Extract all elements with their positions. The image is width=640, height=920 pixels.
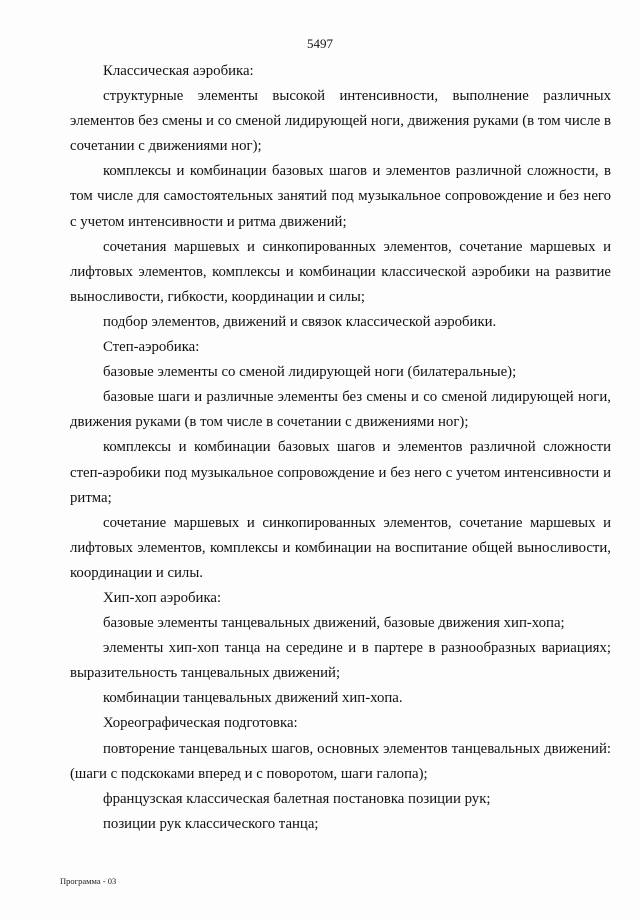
section-heading-choreography: Хореографическая подготовка: [103, 715, 298, 732]
document-body [70, 59, 611, 837]
section-heading-classic-aerobics: Классическая аэробика: [103, 63, 254, 79]
paragraph: повторение танцевальных шагов, основных элементов танцевальных движений: (шаги с подскоками вперед и с поворотом, шаги галопа); [70, 740, 611, 782]
paragraph: базовые шаги и различные элементы без смены и со сменой лидирующей ноги, движения руками (в том числе в сочетании с движениями ног); [70, 389, 611, 431]
paragraph: структурные элементы высокой интенсивности, выполнение различных элементов без смены и со сменой лидирующей ноги, движения руками (в том числе в сочетании с движениями ног); [70, 88, 611, 155]
page-footer: Программа - 03 [60, 876, 117, 886]
paragraph: подбор элементов, движений и связок классической аэробики. [103, 313, 497, 330]
paragraph: комплексы и комбинации базовых шагов и элементов различной сложности степ-аэробики под музыкальное сопровождение и без него с учетом интенсивности и ритма; [70, 439, 611, 506]
paragraph: элементы хип-хоп танца на середине и в партере в разнообразных вариациях; выразительность танцевальных движений; [70, 640, 611, 682]
paragraph: французская классическая балетная постановка позиции рук; [103, 790, 491, 807]
section-heading-hip-hop-aerobics: Хип-хоп аэробика: [103, 589, 222, 606]
paragraph: базовые элементы со сменой лидирующей ноги (билатеральные); [103, 364, 517, 381]
section-heading-step-aerobics: Степ-аэробика: [103, 339, 200, 356]
paragraph: комбинации танцевальных движений хип-хопа. [103, 690, 403, 707]
paragraph: базовые элементы танцевальных движений, базовые движения хип-хопа; [103, 615, 565, 632]
paragraph: сочетания маршевых и синкопированных элементов, сочетание маршевых и лифтовых элементов, комплексы и комбинации классической аэробики на развитие выносливости, гибкости, координации и силы; [70, 238, 611, 305]
page-number: 5497 [307, 36, 333, 51]
paragraph: комплексы и комбинации базовых шагов и элементов различной сложности, в том числе для самостоятельных занятий под музыкальное сопровождение и без него с учетом интенсивности и ритма движений; [70, 163, 611, 230]
paragraph: сочетание маршевых и синкопированных элементов, сочетание маршевых и лифтовых элементов, комплексы и комбинации на воспитание общей выносливости, координации и силы. [70, 514, 611, 581]
paragraph: позиции рук классического танца; [103, 815, 319, 832]
